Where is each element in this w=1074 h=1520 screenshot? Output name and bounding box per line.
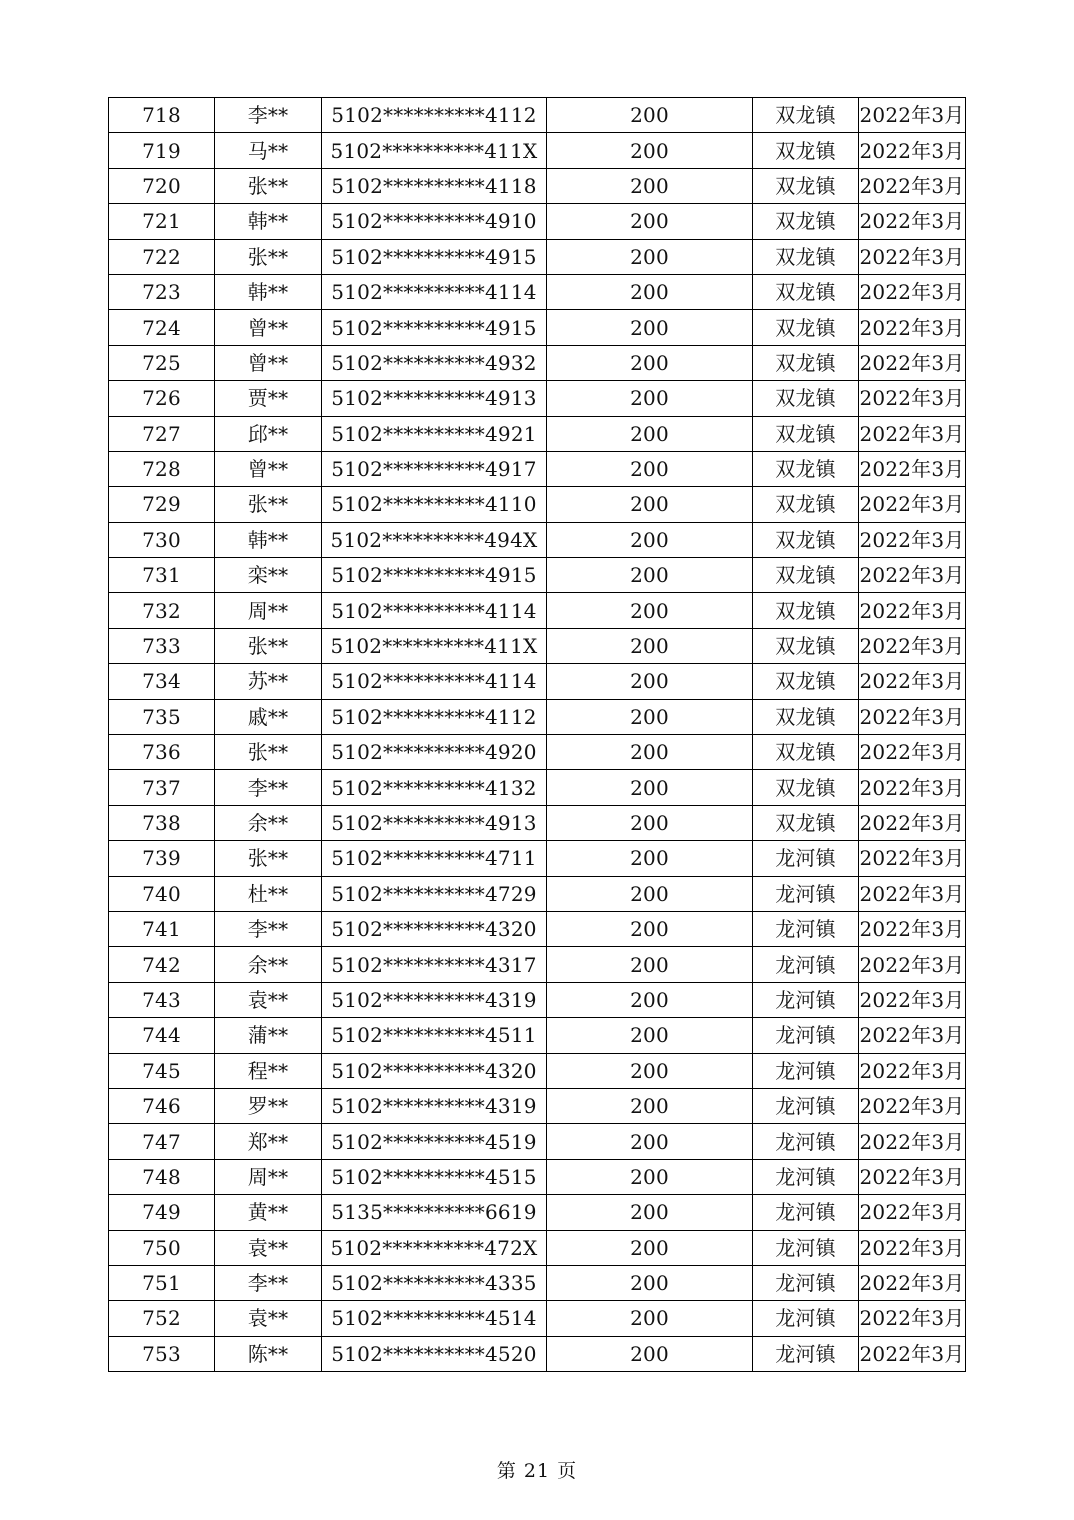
cell-name: 程**: [215, 1053, 322, 1088]
cell-serial-number: 718: [109, 98, 215, 133]
cell-date: 2022年3月: [859, 1159, 966, 1194]
cell-serial-number: 725: [109, 345, 215, 380]
cell-serial-number: 728: [109, 451, 215, 486]
table-row: [109, 1336, 966, 1371]
cell-id-number: 5102**********4118: [322, 168, 547, 203]
cell-date: 2022年3月: [859, 947, 966, 982]
cell-amount: 200: [547, 1018, 753, 1053]
cell-serial-number: 722: [109, 239, 215, 274]
cell-name: 张**: [215, 628, 322, 663]
cell-town: 双龙镇: [753, 381, 859, 416]
table-row: [109, 593, 966, 628]
cell-town: 龙河镇: [753, 1301, 859, 1336]
cell-date: 2022年3月: [859, 558, 966, 593]
cell-id-number: 5102**********4132: [322, 770, 547, 805]
table-row: [109, 982, 966, 1017]
cell-name: 余**: [215, 947, 322, 982]
cell-serial-number: 752: [109, 1301, 215, 1336]
cell-town: 龙河镇: [753, 1053, 859, 1088]
cell-serial-number: 729: [109, 487, 215, 522]
cell-amount: 200: [547, 1336, 753, 1371]
cell-name: 张**: [215, 735, 322, 770]
table-row: [109, 345, 966, 380]
cell-date: 2022年3月: [859, 805, 966, 840]
cell-id-number: 5102**********411X: [322, 628, 547, 663]
cell-id-number: 5102**********4320: [322, 911, 547, 946]
cell-date: 2022年3月: [859, 628, 966, 663]
cell-town: 双龙镇: [753, 487, 859, 522]
table-row: [109, 168, 966, 203]
cell-name: 栾**: [215, 558, 322, 593]
cell-serial-number: 740: [109, 876, 215, 911]
cell-town: 双龙镇: [753, 133, 859, 168]
cell-amount: 200: [547, 133, 753, 168]
cell-amount: 200: [547, 876, 753, 911]
cell-date: 2022年3月: [859, 593, 966, 628]
table-row: [109, 1018, 966, 1053]
cell-date: 2022年3月: [859, 1053, 966, 1088]
cell-name: 杜**: [215, 876, 322, 911]
cell-town: 双龙镇: [753, 310, 859, 345]
cell-serial-number: 723: [109, 274, 215, 309]
cell-id-number: 5102**********4520: [322, 1336, 547, 1371]
cell-amount: 200: [547, 911, 753, 946]
cell-date: 2022年3月: [859, 416, 966, 451]
cell-date: 2022年3月: [859, 1301, 966, 1336]
cell-town: 双龙镇: [753, 735, 859, 770]
table-row: [109, 770, 966, 805]
cell-name: 贾**: [215, 381, 322, 416]
cell-serial-number: 726: [109, 381, 215, 416]
cell-serial-number: 743: [109, 982, 215, 1017]
cell-name: 马**: [215, 133, 322, 168]
cell-name: 张**: [215, 239, 322, 274]
cell-id-number: 5102**********4319: [322, 982, 547, 1017]
table-row: [109, 522, 966, 557]
cell-id-number: 5102**********411X: [322, 133, 547, 168]
table-row: [109, 1265, 966, 1300]
cell-serial-number: 748: [109, 1159, 215, 1194]
cell-id-number: 5102**********4921: [322, 416, 547, 451]
cell-id-number: 5102**********494X: [322, 522, 547, 557]
page-number: 第 21 页: [496, 1460, 578, 1482]
cell-serial-number: 742: [109, 947, 215, 982]
cell-name: 张**: [215, 841, 322, 876]
cell-amount: 200: [547, 1124, 753, 1159]
cell-name: 张**: [215, 168, 322, 203]
cell-date: 2022年3月: [859, 1265, 966, 1300]
cell-id-number: 5102**********4110: [322, 487, 547, 522]
cell-name: 李**: [215, 98, 322, 133]
cell-id-number: 5102**********472X: [322, 1230, 547, 1265]
table-body: [109, 98, 966, 1372]
cell-town: 双龙镇: [753, 274, 859, 309]
cell-date: 2022年3月: [859, 1230, 966, 1265]
cell-name: 张**: [215, 487, 322, 522]
cell-town: 龙河镇: [753, 1124, 859, 1159]
cell-date: 2022年3月: [859, 1195, 966, 1230]
cell-serial-number: 721: [109, 204, 215, 239]
cell-name: 韩**: [215, 204, 322, 239]
table-row: [109, 841, 966, 876]
table-row: [109, 805, 966, 840]
cell-date: 2022年3月: [859, 168, 966, 203]
cell-town: 龙河镇: [753, 1265, 859, 1300]
table-row: [109, 1053, 966, 1088]
cell-town: 龙河镇: [753, 911, 859, 946]
cell-name: 李**: [215, 911, 322, 946]
table-row: [109, 239, 966, 274]
cell-date: 2022年3月: [859, 98, 966, 133]
cell-date: 2022年3月: [859, 1124, 966, 1159]
cell-id-number: 5102**********4112: [322, 699, 547, 734]
cell-name: 蒲**: [215, 1018, 322, 1053]
cell-amount: 200: [547, 1088, 753, 1123]
cell-serial-number: 746: [109, 1088, 215, 1123]
cell-town: 龙河镇: [753, 1336, 859, 1371]
cell-id-number: 5102**********4519: [322, 1124, 547, 1159]
cell-name: 曾**: [215, 345, 322, 380]
cell-town: 双龙镇: [753, 98, 859, 133]
cell-town: 龙河镇: [753, 982, 859, 1017]
cell-town: 双龙镇: [753, 593, 859, 628]
cell-name: 韩**: [215, 274, 322, 309]
cell-id-number: 5102**********4917: [322, 451, 547, 486]
cell-amount: 200: [547, 168, 753, 203]
beneficiary-table: [108, 97, 966, 1372]
cell-amount: 200: [547, 1265, 753, 1300]
cell-serial-number: 750: [109, 1230, 215, 1265]
cell-serial-number: 747: [109, 1124, 215, 1159]
cell-date: 2022年3月: [859, 735, 966, 770]
cell-id-number: 5102**********4114: [322, 593, 547, 628]
cell-amount: 200: [547, 558, 753, 593]
cell-date: 2022年3月: [859, 699, 966, 734]
cell-town: 龙河镇: [753, 876, 859, 911]
table-row: [109, 1088, 966, 1123]
cell-id-number: 5102**********4729: [322, 876, 547, 911]
cell-amount: 200: [547, 522, 753, 557]
cell-id-number: 5102**********4335: [322, 1265, 547, 1300]
cell-id-number: 5102**********4915: [322, 239, 547, 274]
table-row: [109, 98, 966, 133]
cell-date: 2022年3月: [859, 911, 966, 946]
cell-name: 罗**: [215, 1088, 322, 1123]
cell-amount: 200: [547, 593, 753, 628]
cell-name: 郑**: [215, 1124, 322, 1159]
cell-date: 2022年3月: [859, 522, 966, 557]
cell-id-number: 5102**********4515: [322, 1159, 547, 1194]
table-row: [109, 274, 966, 309]
cell-id-number: 5102**********4711: [322, 841, 547, 876]
cell-serial-number: 734: [109, 664, 215, 699]
cell-serial-number: 730: [109, 522, 215, 557]
table-row: [109, 133, 966, 168]
cell-id-number: 5102**********4114: [322, 274, 547, 309]
cell-amount: 200: [547, 487, 753, 522]
table-row: [109, 664, 966, 699]
cell-town: 龙河镇: [753, 947, 859, 982]
cell-serial-number: 737: [109, 770, 215, 805]
cell-date: 2022年3月: [859, 1088, 966, 1123]
cell-serial-number: 731: [109, 558, 215, 593]
cell-amount: 200: [547, 770, 753, 805]
cell-amount: 200: [547, 274, 753, 309]
cell-name: 周**: [215, 1159, 322, 1194]
cell-town: 双龙镇: [753, 168, 859, 203]
cell-serial-number: 738: [109, 805, 215, 840]
cell-id-number: 5102**********4114: [322, 664, 547, 699]
table-row: [109, 876, 966, 911]
cell-id-number: 5135**********6619: [322, 1195, 547, 1230]
cell-name: 袁**: [215, 1301, 322, 1336]
cell-date: 2022年3月: [859, 770, 966, 805]
cell-serial-number: 727: [109, 416, 215, 451]
table-row: [109, 487, 966, 522]
cell-id-number: 5102**********4913: [322, 805, 547, 840]
cell-town: 双龙镇: [753, 805, 859, 840]
cell-serial-number: 736: [109, 735, 215, 770]
cell-amount: 200: [547, 699, 753, 734]
cell-date: 2022年3月: [859, 664, 966, 699]
table-row: [109, 947, 966, 982]
cell-name: 陈**: [215, 1336, 322, 1371]
cell-id-number: 5102**********4915: [322, 558, 547, 593]
cell-amount: 200: [547, 841, 753, 876]
cell-date: 2022年3月: [859, 204, 966, 239]
cell-name: 曾**: [215, 310, 322, 345]
cell-serial-number: 749: [109, 1195, 215, 1230]
cell-town: 龙河镇: [753, 1018, 859, 1053]
table-row: [109, 1195, 966, 1230]
cell-date: 2022年3月: [859, 1018, 966, 1053]
cell-name: 韩**: [215, 522, 322, 557]
table-row: [109, 381, 966, 416]
table-row: [109, 451, 966, 486]
cell-amount: 200: [547, 1195, 753, 1230]
table-row: [109, 699, 966, 734]
table-row: [109, 416, 966, 451]
cell-date: 2022年3月: [859, 345, 966, 380]
cell-id-number: 5102**********4913: [322, 381, 547, 416]
cell-town: 龙河镇: [753, 1088, 859, 1123]
cell-serial-number: 732: [109, 593, 215, 628]
cell-town: 龙河镇: [753, 1195, 859, 1230]
table-row: [109, 1159, 966, 1194]
cell-amount: 200: [547, 416, 753, 451]
cell-id-number: 5102**********4915: [322, 310, 547, 345]
cell-serial-number: 720: [109, 168, 215, 203]
table-row: [109, 735, 966, 770]
cell-id-number: 5102**********4112: [322, 98, 547, 133]
cell-town: 双龙镇: [753, 628, 859, 663]
cell-serial-number: 719: [109, 133, 215, 168]
cell-id-number: 5102**********4320: [322, 1053, 547, 1088]
cell-amount: 200: [547, 345, 753, 380]
cell-name: 袁**: [215, 1230, 322, 1265]
cell-name: 李**: [215, 770, 322, 805]
cell-amount: 200: [547, 310, 753, 345]
cell-town: 双龙镇: [753, 699, 859, 734]
cell-serial-number: 724: [109, 310, 215, 345]
cell-town: 双龙镇: [753, 451, 859, 486]
cell-name: 戚**: [215, 699, 322, 734]
cell-serial-number: 744: [109, 1018, 215, 1053]
cell-town: 双龙镇: [753, 345, 859, 380]
cell-name: 曾**: [215, 451, 322, 486]
cell-amount: 200: [547, 98, 753, 133]
cell-amount: 200: [547, 947, 753, 982]
cell-id-number: 5102**********4319: [322, 1088, 547, 1123]
cell-town: 双龙镇: [753, 522, 859, 557]
cell-id-number: 5102**********4514: [322, 1301, 547, 1336]
cell-date: 2022年3月: [859, 381, 966, 416]
cell-town: 双龙镇: [753, 558, 859, 593]
table-row: [109, 1230, 966, 1265]
cell-serial-number: 739: [109, 841, 215, 876]
cell-amount: 200: [547, 381, 753, 416]
cell-id-number: 5102**********4511: [322, 1018, 547, 1053]
table-row: [109, 911, 966, 946]
cell-amount: 200: [547, 1230, 753, 1265]
cell-name: 邱**: [215, 416, 322, 451]
cell-serial-number: 753: [109, 1336, 215, 1371]
cell-amount: 200: [547, 982, 753, 1017]
cell-amount: 200: [547, 628, 753, 663]
cell-id-number: 5102**********4932: [322, 345, 547, 380]
cell-id-number: 5102**********4317: [322, 947, 547, 982]
table-row: [109, 1124, 966, 1159]
cell-amount: 200: [547, 735, 753, 770]
cell-amount: 200: [547, 664, 753, 699]
cell-date: 2022年3月: [859, 239, 966, 274]
cell-name: 李**: [215, 1265, 322, 1300]
cell-town: 双龙镇: [753, 239, 859, 274]
cell-name: 余**: [215, 805, 322, 840]
cell-town: 龙河镇: [753, 841, 859, 876]
cell-id-number: 5102**********4920: [322, 735, 547, 770]
cell-date: 2022年3月: [859, 310, 966, 345]
cell-serial-number: 741: [109, 911, 215, 946]
cell-id-number: 5102**********4910: [322, 204, 547, 239]
cell-name: 周**: [215, 593, 322, 628]
cell-name: 袁**: [215, 982, 322, 1017]
cell-amount: 200: [547, 1301, 753, 1336]
cell-town: 龙河镇: [753, 1230, 859, 1265]
cell-amount: 200: [547, 451, 753, 486]
cell-serial-number: 733: [109, 628, 215, 663]
cell-name: 黄**: [215, 1195, 322, 1230]
table-row: [109, 628, 966, 663]
table-row: [109, 204, 966, 239]
cell-amount: 200: [547, 204, 753, 239]
cell-town: 龙河镇: [753, 1159, 859, 1194]
cell-town: 双龙镇: [753, 416, 859, 451]
cell-serial-number: 751: [109, 1265, 215, 1300]
cell-date: 2022年3月: [859, 451, 966, 486]
cell-serial-number: 735: [109, 699, 215, 734]
table-row: [109, 310, 966, 345]
cell-amount: 200: [547, 239, 753, 274]
table-row: [109, 1301, 966, 1336]
cell-date: 2022年3月: [859, 133, 966, 168]
cell-town: 双龙镇: [753, 204, 859, 239]
cell-date: 2022年3月: [859, 274, 966, 309]
cell-date: 2022年3月: [859, 1336, 966, 1371]
cell-date: 2022年3月: [859, 487, 966, 522]
cell-name: 苏**: [215, 664, 322, 699]
cell-serial-number: 745: [109, 1053, 215, 1088]
cell-amount: 200: [547, 805, 753, 840]
cell-amount: 200: [547, 1159, 753, 1194]
table-row: [109, 558, 966, 593]
cell-date: 2022年3月: [859, 876, 966, 911]
cell-date: 2022年3月: [859, 982, 966, 1017]
cell-town: 双龙镇: [753, 770, 859, 805]
cell-amount: 200: [547, 1053, 753, 1088]
cell-town: 双龙镇: [753, 664, 859, 699]
cell-date: 2022年3月: [859, 841, 966, 876]
